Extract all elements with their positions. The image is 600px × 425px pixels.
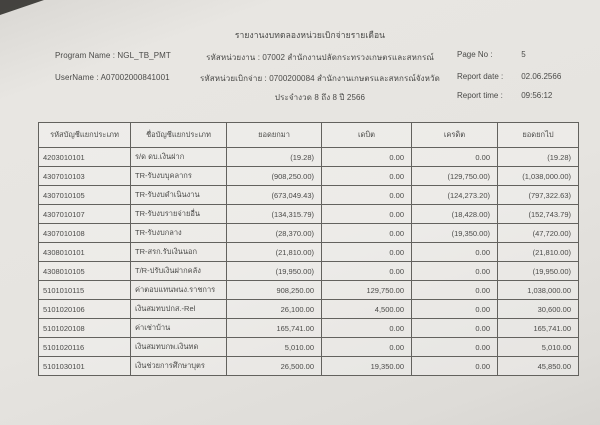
report-time-value: 09:56:12 bbox=[521, 91, 553, 100]
cell-bf: (21,810.00) bbox=[227, 243, 322, 262]
cell-credit: (18,428.00) bbox=[412, 205, 498, 224]
cell-name: TR-สรก.รับเงินนอก bbox=[131, 243, 227, 262]
cell-bf: 908,250.00 bbox=[227, 281, 322, 300]
table-row bbox=[39, 262, 579, 281]
cell-credit: (129,750.00) bbox=[412, 167, 498, 186]
cell-name: ค่าเช่าบ้าน bbox=[131, 319, 227, 338]
cell-cf: (19.28) bbox=[498, 148, 579, 167]
user-name-line bbox=[55, 73, 170, 82]
program-name-line bbox=[55, 51, 171, 60]
disburse-unit-line: รหัสหน่วยเบิกจ่าย : 0700200084 สำนักงานเกษตรและสหกรณ์จังหวัด bbox=[200, 74, 440, 83]
cell-cf: (21,810.00) bbox=[498, 243, 579, 262]
cell-name: TR-รับงบบุคลากร bbox=[131, 167, 227, 186]
scan-artifact-corner bbox=[0, 0, 44, 15]
table-row bbox=[39, 167, 579, 186]
cell-bf: 26,500.00 bbox=[227, 357, 322, 376]
cell-debit: 0.00 bbox=[322, 224, 412, 243]
column-header-debit: เดบิต bbox=[322, 123, 412, 148]
cell-code: 5101020106 bbox=[39, 300, 131, 319]
cell-cf: 1,038,000.00 bbox=[498, 281, 579, 300]
cell-bf: (673,049.43) bbox=[227, 186, 322, 205]
cell-debit: 0.00 bbox=[322, 167, 412, 186]
cell-name: TR-รับงบรายจ่ายอื่น bbox=[131, 205, 227, 224]
cell-credit: 0.00 bbox=[412, 262, 498, 281]
cell-credit: (124,273.20) bbox=[412, 186, 498, 205]
cell-cf: (19,950.00) bbox=[498, 262, 579, 281]
cell-debit: 4,500.00 bbox=[322, 300, 412, 319]
table-header bbox=[39, 123, 579, 148]
column-header-account-name: ชื่อบัญชีแยกประเภท bbox=[131, 123, 227, 148]
cell-credit: 0.00 bbox=[412, 243, 498, 262]
cell-bf: (19.28) bbox=[227, 148, 322, 167]
cell-debit: 0.00 bbox=[322, 243, 412, 262]
cell-code: 5101020108 bbox=[39, 319, 131, 338]
report-time-row bbox=[457, 91, 552, 100]
table-row bbox=[39, 338, 579, 357]
period-line: ประจำงวด 8 ถึง 8 ปี 2566 bbox=[274, 93, 366, 102]
cell-credit: 0.00 bbox=[412, 148, 498, 167]
cell-code: 4307010107 bbox=[39, 205, 131, 224]
table-row bbox=[39, 186, 579, 205]
cell-cf: 45,850.00 bbox=[498, 357, 579, 376]
cell-code: 4307010105 bbox=[39, 186, 131, 205]
cell-credit: 0.00 bbox=[412, 357, 498, 376]
agency-code-line: รหัสหน่วยงาน : 07002 สำนักงานปลัดกระทรวงเกษตรและสหกรณ์ bbox=[206, 53, 434, 62]
cell-credit: 0.00 bbox=[412, 300, 498, 319]
cell-code: 5101030101 bbox=[39, 357, 131, 376]
cell-debit: 0.00 bbox=[322, 262, 412, 281]
cell-debit: 0.00 bbox=[322, 186, 412, 205]
cell-name: T/R-ปรับเงินฝากคลัง bbox=[131, 262, 227, 281]
user-name-value: A07002000841001 bbox=[100, 73, 170, 82]
report-time-label: Report time : bbox=[457, 91, 503, 100]
cell-debit: 0.00 bbox=[322, 148, 412, 167]
page-number-row bbox=[457, 50, 526, 59]
cell-name: เงินสมทบกพ.เงินทด bbox=[131, 338, 227, 357]
cell-debit: 129,750.00 bbox=[322, 281, 412, 300]
cell-credit: 0.00 bbox=[412, 319, 498, 338]
cell-bf: (19,950.00) bbox=[227, 262, 322, 281]
cell-cf: (152,743.79) bbox=[498, 205, 579, 224]
cell-name: ค่าตอบแทนพนง.ราชการ bbox=[131, 281, 227, 300]
program-name-label: Program Name : bbox=[55, 51, 116, 60]
cell-name: TR-รับงบกลาง bbox=[131, 224, 227, 243]
cell-name: TR-รับงบดำเนินงาน bbox=[131, 186, 227, 205]
cell-cf: (1,038,000.00) bbox=[498, 167, 579, 186]
report-date-value: 02.06.2566 bbox=[521, 72, 562, 81]
cell-cf: 30,600.00 bbox=[498, 300, 579, 319]
cell-cf: (47,720.00) bbox=[498, 224, 579, 243]
cell-debit: 0.00 bbox=[322, 338, 412, 357]
page-number-value: 5 bbox=[521, 50, 526, 59]
column-header-carried-forward: ยอดยกไป bbox=[498, 123, 579, 148]
report-title: รายงานงบทดลองหน่วยเบิกจ่ายรายเดือน bbox=[234, 30, 386, 40]
cell-code: 5101010115 bbox=[39, 281, 131, 300]
table-row bbox=[39, 281, 579, 300]
cell-bf: (28,370.00) bbox=[227, 224, 322, 243]
user-name-label: UserName : bbox=[55, 73, 99, 82]
table-row bbox=[39, 224, 579, 243]
cell-name: เงินสมทบปกส.-Rel bbox=[131, 300, 227, 319]
cell-code: 4308010101 bbox=[39, 243, 131, 262]
program-name-value: NGL_TB_PMT bbox=[117, 51, 171, 60]
cell-code: 4203010101 bbox=[39, 148, 131, 167]
page-number-label: Page No : bbox=[457, 50, 493, 59]
report-date-row bbox=[457, 72, 561, 81]
column-header-credit: เครดิต bbox=[412, 123, 498, 148]
cell-bf: (134,315.79) bbox=[227, 205, 322, 224]
cell-cf: (797,322.63) bbox=[498, 186, 579, 205]
report-date-label: Report date : bbox=[457, 72, 504, 81]
cell-bf: 26,100.00 bbox=[227, 300, 322, 319]
table-row bbox=[39, 357, 579, 376]
cell-credit: (19,350.00) bbox=[412, 224, 498, 243]
table-row bbox=[39, 148, 579, 167]
cell-bf: 165,741.00 bbox=[227, 319, 322, 338]
cell-debit: 19,350.00 bbox=[322, 357, 412, 376]
table-row bbox=[39, 243, 579, 262]
cell-cf: 165,741.00 bbox=[498, 319, 579, 338]
cell-bf: (908,250.00) bbox=[227, 167, 322, 186]
cell-name: เงินช่วยการศึกษาบุตร bbox=[131, 357, 227, 376]
table-row bbox=[39, 300, 579, 319]
cell-code: 4307010103 bbox=[39, 167, 131, 186]
cell-code: 4307010108 bbox=[39, 224, 131, 243]
cell-bf: 5,010.00 bbox=[227, 338, 322, 357]
cell-debit: 0.00 bbox=[322, 205, 412, 224]
cell-debit: 0.00 bbox=[322, 319, 412, 338]
trial-balance-table bbox=[38, 122, 579, 376]
cell-code: 4308010105 bbox=[39, 262, 131, 281]
column-header-account-code: รหัสบัญชีแยกประเภท bbox=[39, 123, 131, 148]
cell-cf: 5,010.00 bbox=[498, 338, 579, 357]
cell-code: 5101020116 bbox=[39, 338, 131, 357]
table-row bbox=[39, 205, 579, 224]
table-body bbox=[39, 148, 579, 376]
cell-credit: 0.00 bbox=[412, 281, 498, 300]
cell-name: ร/ด ดบ.เงินฝาก bbox=[131, 148, 227, 167]
column-header-brought-forward: ยอดยกมา bbox=[227, 123, 322, 148]
table-row bbox=[39, 319, 579, 338]
cell-credit: 0.00 bbox=[412, 338, 498, 357]
